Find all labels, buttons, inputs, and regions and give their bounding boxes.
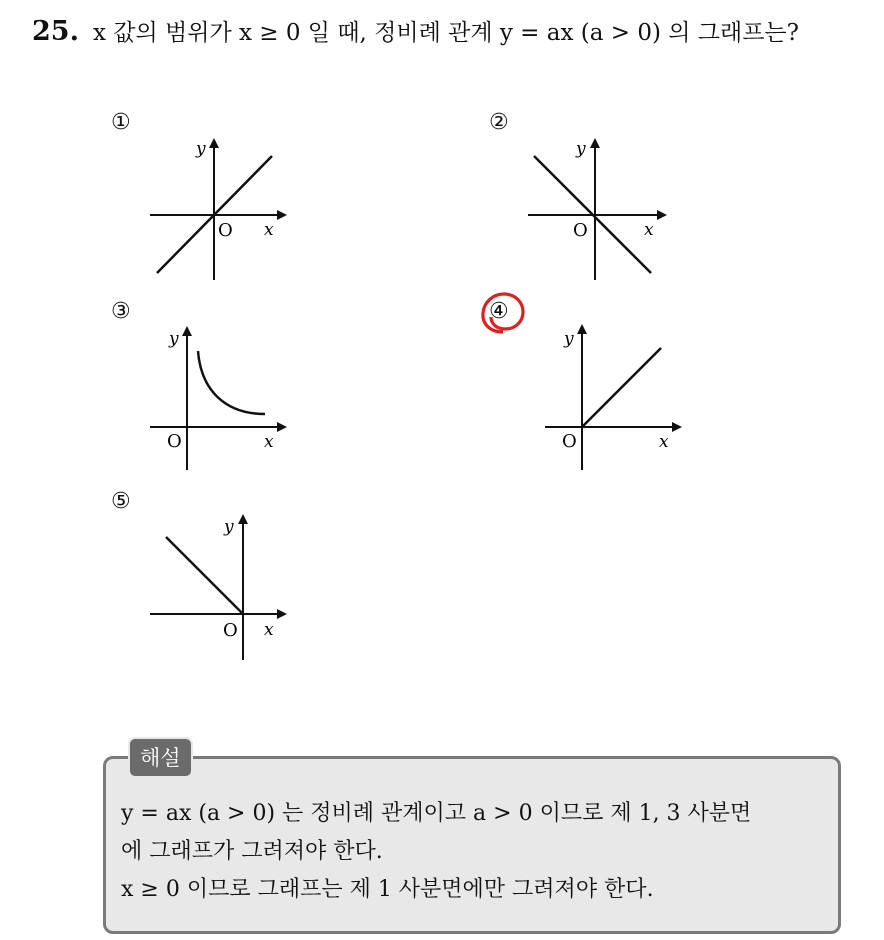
choice-2-graph[interactable] xyxy=(520,130,680,285)
solution-line-1: y = ax (a > 0) 는 정비례 관계이고 a > 0 이므로 제 1, 3 사분면 xyxy=(121,801,752,826)
graph-line xyxy=(582,348,661,427)
choice-2-label[interactable]: ② xyxy=(489,110,509,135)
choice-5-label[interactable]: ⑤ xyxy=(111,489,131,514)
x-axis-label: x xyxy=(264,432,274,452)
x-axis-label: x xyxy=(659,432,669,452)
origin-label: O xyxy=(167,431,182,452)
y-axis-label: y xyxy=(576,139,586,159)
choice-1-label[interactable]: ① xyxy=(111,110,131,135)
y-axis-label: y xyxy=(224,517,234,537)
choice-1-graph[interactable] xyxy=(140,130,300,285)
x-axis-label: x xyxy=(264,620,274,640)
x-axis-label: x xyxy=(264,220,274,240)
choice-4-graph[interactable] xyxy=(535,320,695,475)
graph-line xyxy=(166,537,243,614)
choice-3-label[interactable]: ③ xyxy=(111,299,131,324)
solution-line-2: 에 그래프가 그려져야 한다. xyxy=(121,839,383,864)
x-axis-label: x xyxy=(644,220,654,240)
question-number: 25. xyxy=(32,16,79,47)
solution-tag: 해설 xyxy=(128,737,193,778)
choice-5-graph[interactable] xyxy=(140,510,300,665)
question-text: x 값의 범위가 x ≥ 0 일 때, 정비례 관계 y = ax (a > 0) 의 그래프는? xyxy=(92,20,799,46)
choice-4-label[interactable]: ④ xyxy=(489,299,509,324)
y-axis-label: y xyxy=(196,139,206,159)
solution-line-3: x ≥ 0 이므로 그래프는 제 1 사분면에만 그려져야 한다. xyxy=(121,877,654,902)
origin-label: O xyxy=(223,620,238,641)
y-axis-label: y xyxy=(564,329,574,349)
question-header xyxy=(32,14,799,47)
origin-label: O xyxy=(573,220,588,241)
origin-label: O xyxy=(218,220,233,241)
choice-3-graph[interactable] xyxy=(140,320,300,475)
graph-curve xyxy=(198,351,265,414)
origin-label: O xyxy=(562,431,577,452)
y-axis-label: y xyxy=(169,329,179,349)
